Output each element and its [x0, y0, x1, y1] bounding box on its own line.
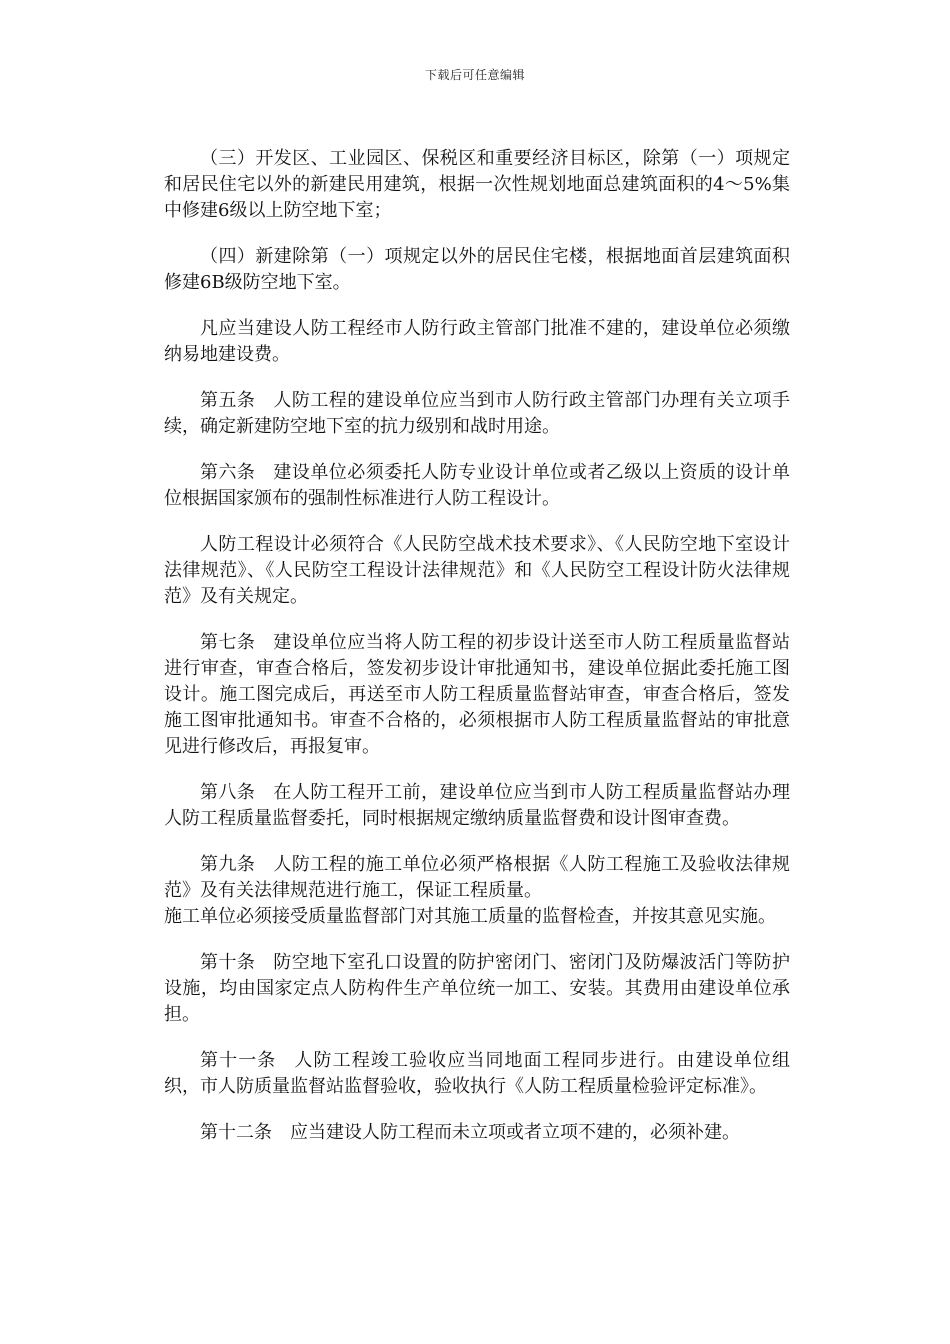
paragraph-3 — [164, 146, 790, 224]
article-text: 建设单位必须委托人防专业设计单位或者乙级以上资质的设计单位根据国家颁布的强制性标准进行人防工程设计。 — [164, 462, 791, 509]
article-6 — [164, 460, 790, 512]
paragraph-4 — [164, 244, 790, 296]
document-body — [164, 146, 790, 1166]
article-11 — [164, 1048, 790, 1100]
article-text: 在人防工程开工前，建设单位应当到市人防工程质量监督站办理人防工程质量监督委托，同时根据规定缴纳质量监督费和设计图审查费。 — [164, 782, 791, 829]
article-number: 第七条 — [200, 632, 256, 653]
article-number: 第十二条 — [200, 1122, 272, 1143]
paragraph-text: 人防工程设计必须符合《人民防空战术技术要求》、《人民防空地下室设计法律规范》、《人民防空工程设计法律规范》和《人民防空工程设计防火法律规范》及有关规定。 — [164, 534, 790, 607]
paragraph-text: 凡应当建设人防工程经市人防行政主管部门批准不建的，建设单位必须缴纳易地建设费。 — [164, 318, 790, 365]
paragraph-text: 施工单位必须接受质量监督部门对其施工质量的监督检查，并按其意见实施。 — [164, 906, 776, 927]
article-number: 第九条 — [200, 854, 256, 875]
page-header: 下载后可任意编辑 — [424, 68, 525, 82]
paragraph-design-standards — [164, 532, 790, 610]
article-number: 第五条 — [200, 390, 256, 411]
article-12 — [164, 1120, 790, 1146]
article-number: 第六条 — [200, 462, 256, 483]
article-text: 应当建设人防工程而未立项或者立项不建的，必须补建。 — [290, 1122, 740, 1143]
article-9 — [164, 852, 790, 904]
article-5 — [164, 388, 790, 440]
article-text: 人防工程的施工单位必须严格根据《人防工程施工及验收法律规范》及有关法律规范进行施工，保证工程质量。 — [164, 854, 791, 901]
article-text: 人防工程竣工验收应当同地面工程同步进行。由建设单位组织，市人防质量监督站监督验收，验收执行《人防工程质量检验评定标准》。 — [164, 1050, 791, 1097]
article-text: 建设单位应当将人防工程的初步设计送至市人防工程质量监督站进行审查，审查合格后，签发初步设计审批通知书，建设单位据此委托施工图设计。施工图完成后，再送至市人防工程质量监督站审查，审查合格后，签发施工图审批通知书。审查不合格的，必须根据市人防工程质量监督站的审批意见进行修改后，再报复审。 — [164, 632, 791, 757]
article-text: 人防工程的建设单位应当到市人防行政主管部门办理有关立项手续，确定新建防空地下室的抗力级别和战时用途。 — [164, 390, 791, 437]
paragraph-supervision — [164, 904, 790, 930]
article-7 — [164, 630, 790, 760]
paragraph-relocation-fee — [164, 316, 790, 368]
paragraph-text: （四）新建除第（一）项规定以外的居民住宅楼，根据地面首层建筑面积修建6B级防空地下室。 — [164, 246, 790, 293]
article-8 — [164, 780, 790, 832]
article-10 — [164, 950, 790, 1028]
article-text: 防空地下室孔口设置的防护密闭门、密闭门及防爆波活门等防护设施，均由国家定点人防构件生产单位统一加工、安装。其费用由建设单位承担。 — [164, 952, 791, 1025]
paragraph-text: （三）开发区、工业园区、保税区和重要经济目标区，除第（一）项规定和居民住宅以外的新建民用建筑，根据一次性规划地面总建筑面积的4～5%集中修建6级以上防空地下室； — [164, 148, 790, 221]
article-number: 第十条 — [200, 952, 256, 973]
article-number: 第八条 — [200, 782, 256, 803]
article-number: 第十一条 — [200, 1050, 277, 1071]
